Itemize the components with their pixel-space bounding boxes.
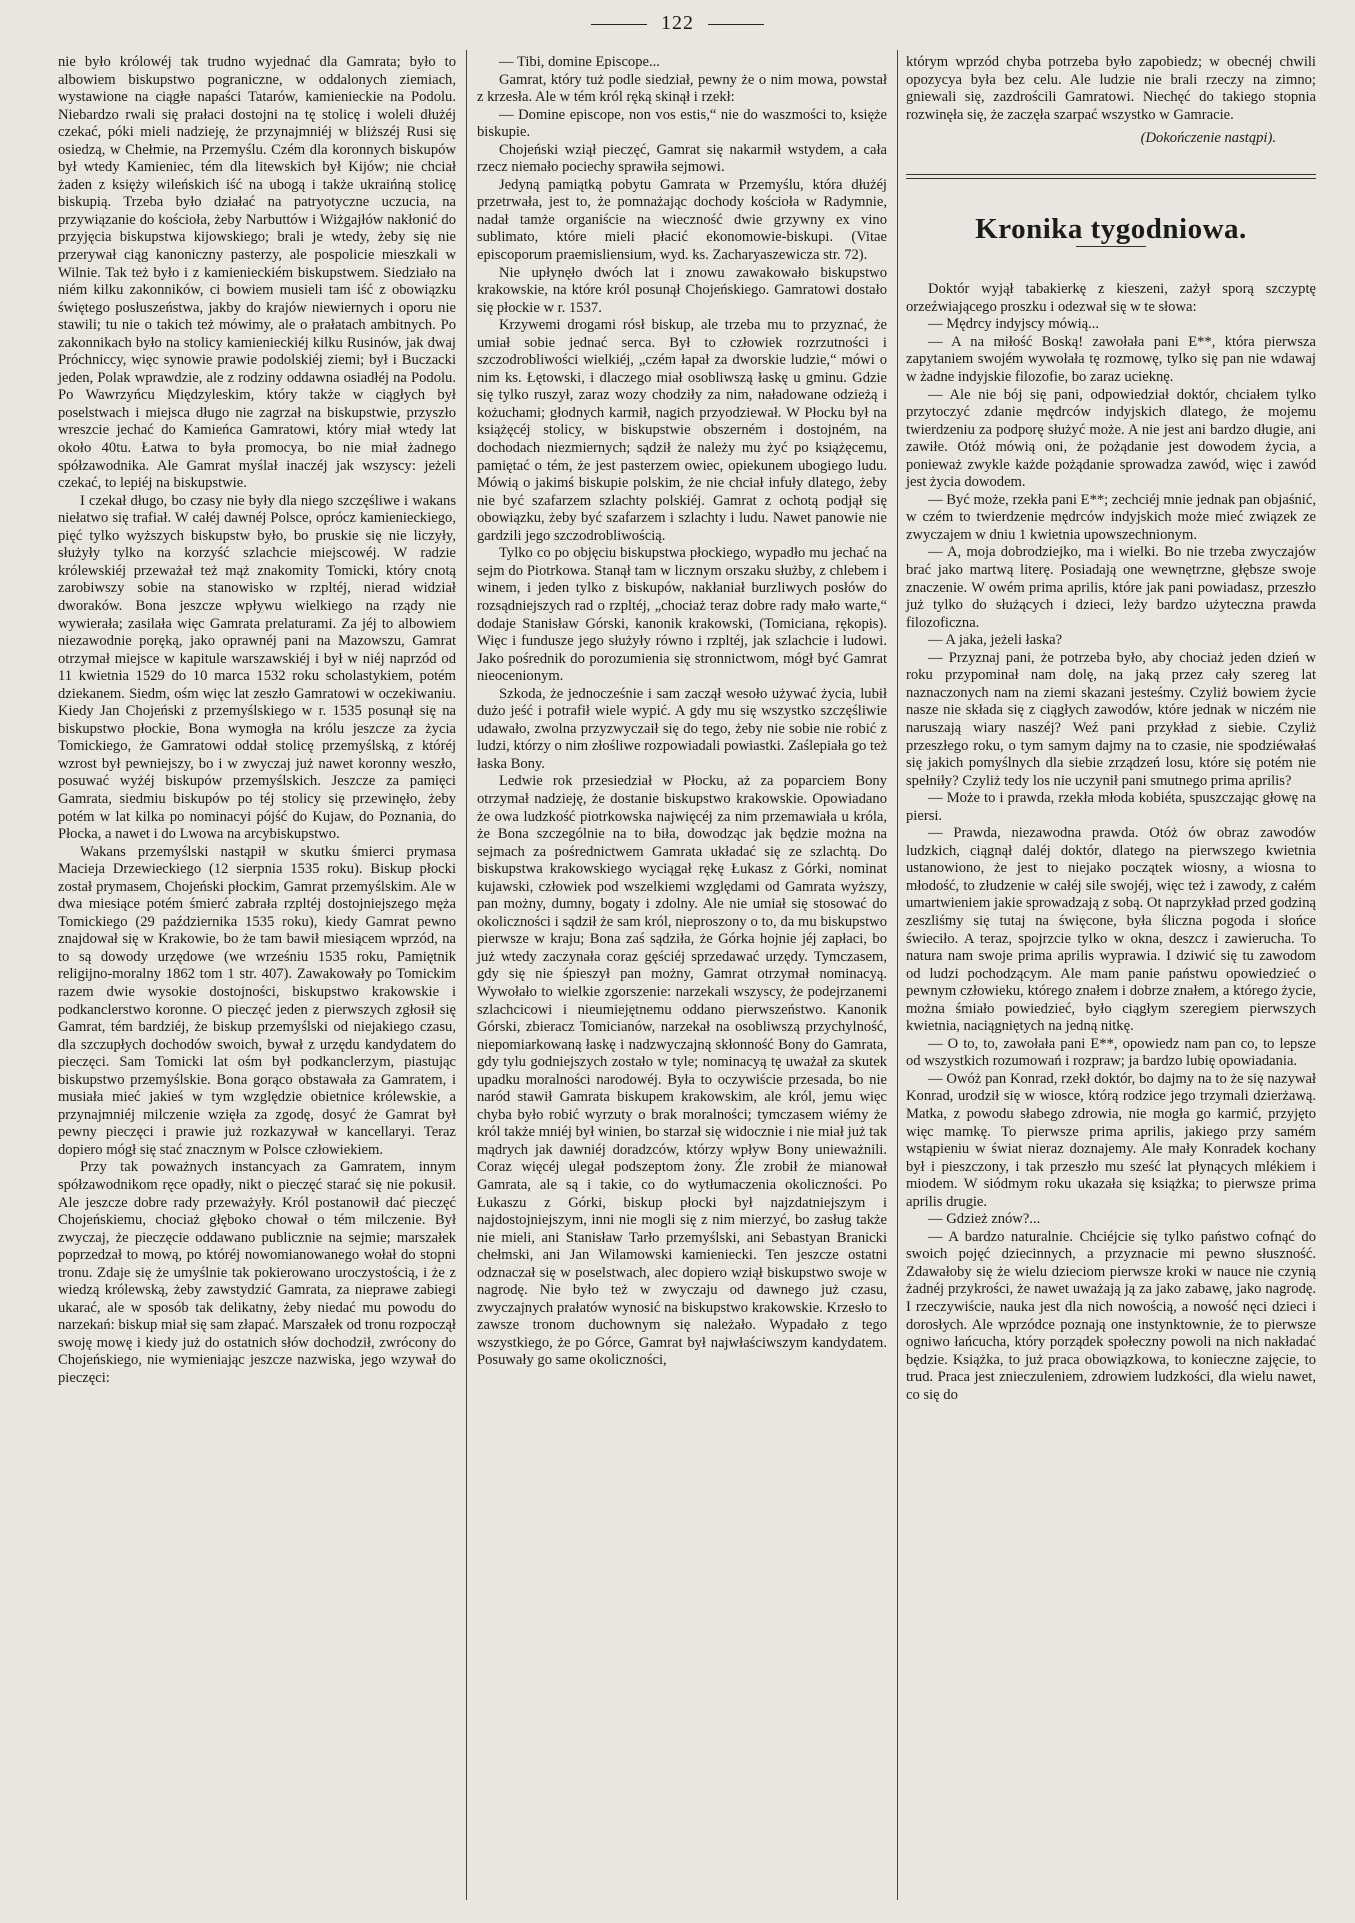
paragraph: I czekał długo, bo czasy nie były dla niego szczęśliwe i wakans niełatwo się trafiał. W całéj dawnéj Polsce, oprócz kamienieckiego, pięć tylko wyższych biskupstw było, bo pruskie się nie liczyły, służyły tylko na korzyść szlachcie miejscowéj. W radzie królewskiéj przeważał też mąż znakomity Tomicki, który cnotą zarobiwszy sobie na stanowisko w rzpltéj, nierad widział dworaków. Bona jeszcze wpływu wielkiego na rządy nie wywierała; zasilała więc Gamrata prelaturami. Za jéj to albowiem niezawodnie poręką, jako oprawnéj pani na Mazowszu, Gamrat otrzymał miejsce w kapitule warszawskiéj i był w niéj naprzód od 11 kwietnia 1529 do 10 marca 1532 roku scholastykiem, potém dziekanem. Siedm, ośm więc lat zeszło Gamratowi w oczekiwaniu. Kiedy Jan Chojeński z przemyślskiego w r. 1535 posunął się na biskupstwo płockie, Bona wymogła na królu jeszcze za życia Tomickiego, że Gamratowi oddał stolicę przemyślską, z któréj wzrost był pewniejszy, bo i w zwyczaj już nawet koronny weszło, posuwać wyżéj biskupów przemyślskich. Jeszcze za pamięci Gamrata, siedmiu biskupów po téj stolicy się przewinęło, żeby potém w lat kilka po nominacyi pójść do Kujaw, do Poznania, do Płocka, a nawet i do Lwowa na arcybiskupstwo. bbox=[58, 492, 456, 843]
paragraph: Wakans przemyślski nastąpił w skutku śmierci prymasa Macieja Drzewieckiego (12 sierpnia 1535 roku). Biskup płocki został prymasem, Chojeński płockim, Gamrat przemyślskim. Ale w dwa miesiące potém śmierć zabrała rzpltéj dostojniejszego męża Tomickiego (29 października 1535 roku), kiedy Gamrat pewno znajdował się w Krakowie, bo że tam bawił miesiącem wprzód, na to są dowody urzędowe (we wrześniu 1535 roku, Pamiętnik religijno-moralny 1862 tom 1 str. 407). Zawakowały po Tomickim razem dwie wysokie dostojności, biskupstwo krakowskie i podkanclerstwo koronne. O pieczęć jeden z pierwszych zgłosił się Gamrat, tém bardziéj, że biskup przemyślski od niejakiego czasu, dla szczupłych dochodów swoich, bywał z urzędu kandydatem do pieczęci. Sam Tomicki lat ośm był podkanclerzym, piastując biskupstwo przemyślskie. Bona gorąco obstawała za Gamratem, i musiała mieć jakieś w tym względzie obietnice królewskie, a przynajmniéj milczenie wzięła za zgodę, dosyć że Gamrat był pewny pieczęci i prawie już rozkazywał w kancellaryi. Teraz dopiero mógł się stać znacznym w Polsce człowiekiem. bbox=[58, 843, 456, 1158]
column-2 bbox=[477, 54, 887, 1370]
column-divider bbox=[897, 50, 898, 1900]
paragraph: — A, moja dobrodziejko, ma i wielki. Bo nie trzeba zwyczajów brać jako martwą literę. Posiadają one wewnętrzne, głębsze swoje znaczenie. W owém prima aprilis, które jak pani powiadasz, przeszło już tylko do służących i dzieci, leży bardzo użyteczna prawda filozoficzna. bbox=[906, 544, 1316, 631]
title-rule bbox=[1076, 246, 1146, 247]
section-divider bbox=[906, 174, 1316, 175]
paragraph: Gamrat, który tuż podle siedział, pewny że o nim mowa, powstał z krzesła. Ale w tém król ręką skinął i rzekł: bbox=[477, 71, 887, 106]
paragraph: Krzywemi drogami rósł biskup, ale trzeba mu to przyznać, że umiał sobie jednać serca. Był to człowiek rozrzutności i szczodrobliwości wielkiéj, „czém łapał za dworskie ludzie,“ mówi o nim ks. Łętowski, i dlaczego miał osobliwszą łaskę u gminu. Gdzie się tylko ruszył, zaraz wozy chodziły za nim, naładowane odzieżą i kożuchami; głodnych karmił, nagich przyodziewał. W Płocku był na książęcéj stolicy, w biskupstwie obszerném i dostojném, na dochodach niezmiernych; sądził że należy mu żyć po książęcemu, pamiętać o tém, że jest pasterzem owiec, opiekunem ubogiego ludu. Mówią o jakimś biskupie polskim, że nie chciał infuły dlatego, żeby nie być szafarzem szlachty polskiéj. Gamrat z ochotą podjął się obowiązku, żeby być szafarzem i szlachty i ludu. Nawet panowie nie gardzili jego szczodrobliwością. bbox=[477, 317, 887, 544]
paragraph: Tylko co po objęciu biskupstwa płockiego, wypadło mu jechać na sejm do Piotrkowa. Stanął tam w licznym orszaku służby, z chlebem i winem, i jeden tylko z biskupów, nakłaniał burzliwych posłów do rozsądniejszych rad o rzpltéj, „chociaż teraz dobre rady mało warte,“ dodaje Stanisław Górski, kanonik krakowski, (Tomiciana, rękopis). Więc i fundusze jego służyły równo i rzpltéj, jak szlachcie i ludowi. Jako pośrednik do porozumienia się stronnictwom, mógł być Gamrat nieocenionym. bbox=[477, 545, 887, 685]
paragraph: Ledwie rok przesiedział w Płocku, aż za poparciem Bony otrzymał nadzieję, że dostanie biskupstwo krakowskie. Opowiadano że owa ludzkość piotrkowska najwięcéj za nim przemawiała u króla, że Bona szczególnie na to biła, dowodząc jak będzie można na sejmach za pośrednictwem Gamrata układać się ze szlachtą. Do biskupstwa krakowskiego wyciągał rękę Łukasz z Górki, nominat kujawski, człowiek pod wszelkiemi względami od Gamrata wyższy, pan możny, dumny, bogaty i zdolny. Ale nie umiał się stosować do okoliczności i sądził że sam król, nieproszony o to, da mu biskupstwo pierwsze w kraju; Bona zaś sądziła, że Górka hojnie jéj zapłaci, bo już wtedy zaczynała coraz gęściéj sprzedawać urzędy. Tymczasem, gdy się nie śpieszył pan możny, Gamrat otrzymał nominacyą. Wywołało to wielkie zgorszenie: narzekali wszyscy, że podejrzanemi szlachcicowi i nieumiejętnemu oddano pierwszeństwo. Kanonik Górski, zbieracz Tomicianów, narzekał na osobliwszą przychylność, niepomiarkowaną łaskę i nadzwyczajną skłonność Bony do Gamrata, gdy tylu godniejszych zostało w tyle; nominacyą tę uważał za skutek upadku moralności narodowéj. Była to oczywiście przesada, bo nie naród stawił Gamrata biskupem krakowskim, ale król, jemu więc chyba było robić wyrzuty o brak moralności; tymczasem wiémy że król także mniéj był winien, bo starzał się widocznie i nie miał już tak mądrych jak dawniéj doradzców, którzy wpływ Bony unieważnili. Coraz więcéj ulegał podszeptom żony. Źle zrobił że mianował Gamrata, ale są i takie, co do wytłumaczenia okoliczności. Po Łukaszu z Górki, biskup płocki był najzdatniejszym i najdostojniejszym, inni nie mogli się z nim mierzyć, bo zasług także nie mieli, ani Stanisław Tarło przemyślski, ani Sebastyan Branicki chełmski, ani Jan Wilamowski kamieniecki. Ten jeszcze ostatni odznaczał się w poselstwach, alec dopiero wziął biskupstwo swoje w nagrodę. Nie było też w zwyczaju od dawnego już czasu, zwyczajnych prałatów wynosić na biskupstwo krakowskie. Krzesło to zawsze tronom duchownym się należało. Wypadało z tego wszystkiego, że po Górce, Gamrat był najwłaściwszym kandydatem. Posuwały go same okoliczności, bbox=[477, 773, 887, 1369]
column-divider bbox=[466, 50, 467, 1900]
paragraph: nie było królowéj tak trudno wyjednać dla Gamrata; było to albowiem biskupstwo pograniczne, w oddalonych ziemiach, wystawione na ciągłe napaści Tatarów, kamienieckie na Podolu. Niebardzo rwali się prałaci dostojni na tę stolicę i woleli dłużéj czekać, póki mieli nadzieję, że przynajmniéj w bliższéj Rusi się osiedzą, w Chełmie, na Przemyślu. Czém dla koronnych biskupów był wtedy Kamieniec, tém dla litewskich był Kijów; nie chciał żaden z księży wileńskich iść na ubogą i także ukraińną stolicę biskupią. Trzeba było działać na patryotyczne uczucia, na przywiązanie do kościoła, żeby Narbuttów i Wiżgajłów nakłonić do przyjęcia biskupstwa kijowskiego; brali je wtedy, żeby się nie przerywał ciąg kanoniczny pasterzy, ale pospolicie mieszkali w Wilnie. Tak też było i z kamienieckiém biskupstwem. Siedziało na niém kilku zakonników, ci bowiem musieli tam iść z obowiązku świętego posłuszeństwa, jakby do krajów niewiernych i oporu nie stawili; tu nie o takich też mówimy, ale o prałatach ambitnych. Po zakonnikach było na stolicy kamienieckiéj kilku Rusinów, jak dwaj Próchniccy, więc synowie prawie podolskiéj ziemi; był i Buczacki jeden, Polak wprawdzie, ale z rodziny oddawna osiadłéj na Podolu. Po Wawrzyńcu Międzyleskim, który także w ciągłych był poselstwach i miejsca długo nie zagrzał na biskupstwie, przyszło wreszcie jechać do Kamieńca Gamratowi, który miał wtedy lat około 40tu. Łatwa to była promocya, bo nie miał żadnego spółzawodnika. Ale Gamrat myślał inaczéj jak wszyscy: jeżeli czekać, to lepiéj na biskupstwie. bbox=[58, 54, 456, 492]
paragraph: — Domine episcope, non vos estis,“ nie do waszmości to, księże biskupie. bbox=[477, 106, 887, 141]
column-1 bbox=[58, 54, 456, 1388]
paragraph: — Gdzież znów?... bbox=[928, 1211, 1041, 1228]
paragraph: Doktór wyjął tabakierkę z kieszeni, zażył sporą szczyptę orzeźwiającego proszku i odezwał się w te słowa: bbox=[906, 281, 1316, 315]
page-header bbox=[0, 12, 1355, 35]
header-rule-right bbox=[708, 24, 764, 25]
page-number: 122 bbox=[661, 12, 694, 34]
paragraph: którym wprzód chyba potrzeba było zapobiedz; w obecnéj chwili opozycya była bez celu. Ale ludzie nie brali rzeczy na zimno; gniewali się, zazdrościli Gamratowi. Niechęć do takiego stopnia rozwinęła się, że zaczęła szarpać wszystko w Gamracie. bbox=[906, 54, 1316, 123]
section-divider bbox=[906, 178, 1316, 179]
paragraph: — Mędrcy indyjscy mówią... bbox=[928, 316, 1100, 333]
paragraph: Jedyną pamiątką pobytu Gamrata w Przemyślu, która dłużéj przetrwała, jest to, że pomnażając dochody kościoła w Radymnie, nadał tamże organiście na wieczność dwie grzywny ex vino sublimato, które mieli płacić ekonomowie-biskupi. (Vitae episcoporum praemisliensium, wyd. ks. Zacharyaszewicza str. 72). bbox=[477, 176, 887, 264]
paragraph: Nie upłynęło dwóch lat i znowu zawakowało biskupstwo krakowskie, na które król posunął Chojeńskiego. Gamratowi dostało się płockie w r. 1537. bbox=[477, 264, 887, 316]
paragraph: — A na miłość Boską! zawołała pani E**, która pierwsza zapytaniem swojém wywołała tę rozmowę, tylko się pan nie wdawaj w żadne indyjskie filozofie, bo zaraz ucieknę. bbox=[906, 333, 1316, 386]
paragraph: Szkoda, że jednocześnie i sam zaczął wesoło używać życia, lubił dużo jeść i potrafił wiele wypić. A gdy mu się wszystko szczęśliwie udawało, zwolna przyzwyczaił się do tego, żeby nie sobie nie robić z ludzi, którzy o nim złośliwe rozpowiadali powiastki. Zaślepiała go też łaska Bony. bbox=[477, 685, 887, 772]
paragraph: — Przyznaj pani, że potrzeba było, aby chociaż jeden dzień w roku przypominał nam dolę, na jaką przez cały szereg lat naznaczonych nam na ziemi skazani jesteśmy. Czyliż bowiem życie nasze nie składa się z ciągłych zawodów, które jednak w niczém nie naruszają wiary naszéj? Weź pani przykład z siebie. Czyliż przeszłego roku, o tym samym dajmy na to czasie, nie spodziéwałaś się jakich pomyślnych dla siebie zrządzeń losu, które się potém nie spełniły? Czyliż tedy los nie uczynił pani smutnego prima aprilis? bbox=[906, 649, 1316, 789]
paragraph: — Prawda, niezawodna prawda. Otóż ów obraz zawodów ludzkich, ciągnął daléj doktór, dlatego na pierwszego kwietnia ustanowiono, że jest to niejako początek wiosny, a wiosna to młodość, to złudzenie w całéj sile swojéj, więc też i zawody, z całém umartwieniem jakie sprowadzają z sobą. Ot naprzykład przed godziną zeszliśmy się tutaj na święcone, była śliczna pogoda i słońce świeciło. A teraz, spojrzcie tylko w okna, deszcz i zawierucha. To natura nam swoje prima aprilis wyprawia. I dziwić się tu zawodom od ludzi pochodzącym. Ale mam panie państwu opowiedzieć o pewnym człowieku, którego znałem i dobrze znałem, a którego życie, można śmiało powiedzieć, było ciągłym szeregiem pierwszych kwietnia, naciągniętych na jedną nitkę. bbox=[906, 825, 1316, 1035]
paragraph: — Tibi, domine Episcope... bbox=[499, 54, 660, 70]
section-title: Kronika tygodniowa. bbox=[975, 212, 1247, 245]
column-3 bbox=[906, 54, 1316, 1404]
paragraph: — Ale nie bój się pani, odpowiedział doktór, chciałem tylko przytoczyć zdanie mędrców indyjskich dlatego, że mojemu twierdzeniu za podporę służyć może. A nie jest ani bardzo długie, ani zawiłe. Otóż mówią oni, że pożądanie jest dowodem życia, a ponieważ zwykle każde pożądanie sprowadza zawód, więc i zawód jest życia dowodem. bbox=[906, 386, 1316, 491]
header-rule-left bbox=[591, 24, 647, 25]
paragraph: — Być może, rzekła pani E**; zechciéj mnie jednak pan objaśnić, w czém to twierdzenie mędrców indyjskich może mieć związek ze zwyczajem w dniu 1 kwietnia upowszechnionym. bbox=[906, 491, 1316, 543]
paragraph: Chojeński wziął pieczęć, Gamrat się nakarmił wstydem, a cała rzecz niemało pociechy sprawiła sejmowi. bbox=[477, 141, 887, 176]
paragraph: — A jaka, jeżeli łaska? bbox=[928, 632, 1063, 649]
paragraph: — O to, to, zawołała pani E**, opowiedz nam pan co, to lepsze od wszystkich rozumowań i rozpraw; ja bardzo lubię opowiadania. bbox=[906, 1035, 1316, 1070]
paragraph: — Owóż pan Konrad, rzekł doktór, bo dajmy na to że się nazywał Konrad, urodził się w wiosce, którą rodzice jego trzymali dzierżawą. Matka, z powodu słabego zdrowia, nie mogła go karmić, przyjęto więc mamkę. To pierwsze prima aprilis, jakiego przy samém wstąpieniu w świat nieraz doznajemy. Ale mały Konradek kochany był i pieszczony, i tak przeszło mu sześć lat płynących mlékiem i miodem. W siódmym roku ukazała się książka; to pierwsze prima aprilis drugie. bbox=[906, 1070, 1316, 1210]
continuation-note: (Dokończenie nastąpi). bbox=[1140, 130, 1276, 147]
paragraph: — Może to i prawda, rzekła młoda kobiéta, spuszczając głowę na piersi. bbox=[906, 790, 1316, 824]
paragraph: — A bardzo naturalnie. Chciéjcie się tylko państwo cofnąć do swoich pojęć dziecinnych, a przyznacie mi pewno słuszność. Zdawałoby się że wielu dzieciom pierwsze kroki w nauce nie czynią żadnéj przykrości, że nawet uważają ją za jako zabawę, jako nagrodę. I rzeczywiście, nauka jest dla nich nowością, a nowość nęci dzieci i dorosłych. Ale wprzódce poznają one instynktownie, że to pierwsze ogniwo łańcucha, który porządek społeczny powoli na nich nakładać będzie. Książka, to już praca obowiązkowa, to konieczne zajęcie, to trud. Praca jest znieczuleniem, zdrowiem ludzkości, dla wielu nawet, co się do bbox=[906, 1228, 1316, 1403]
paragraph: Przy tak poważnych instancyach za Gamratem, innym spółzawodnikom ręce opadły, nikt o pieczęć starać się nie pokusił. Ale jeszcze dobre rady przeważyły. Król postanowił dać pieczęć Chojeńskiemu, chociaż głęboko chował o tém milczenie. Był zwyczaj, że pieczęcie oddawano publicznie na sejmie; marszałek poprzedzał to mową, po któréj nowomianowanego wołał do stopni tronu. Zdaje się że umyślnie tak pokierowano uroczystością, i że z wiedzą królewską, żeby zawstydzić Gamrata, za nieprawe zabiegi ukarać, ale w sposób tak delikatny, żeby niedać mu powodu do narzekań: biskup miał się sam złapać. Marszałek od tronu rozpoczął swoję mowę i kiedy już do ostatnich słów dochodził, zwrócony do Chojeńskiego, nie wymieniając jeszcze nazwiska, jego wzywał do pieczęci: bbox=[58, 1159, 456, 1387]
